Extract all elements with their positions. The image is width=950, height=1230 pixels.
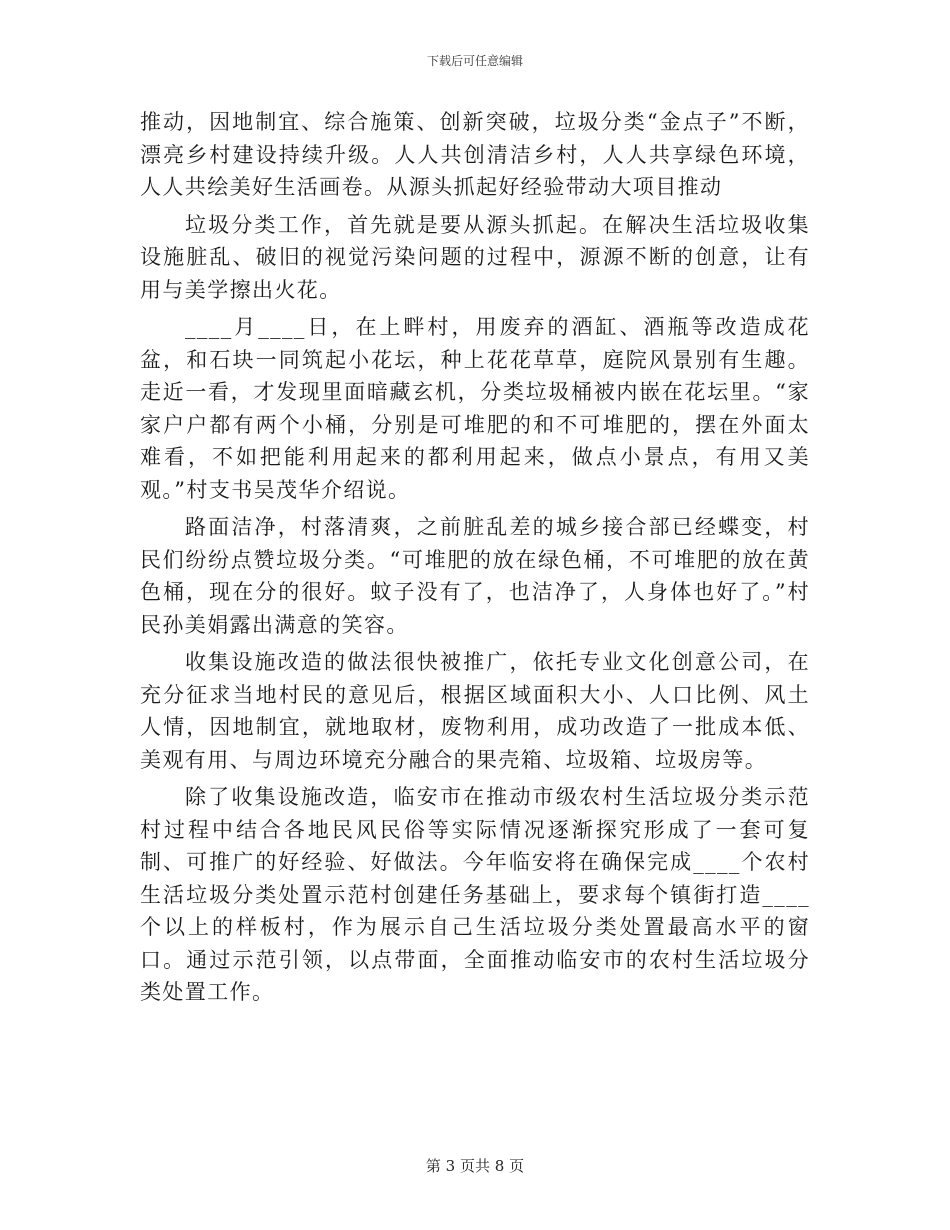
- paragraph-3: ____月____日，在上畔村，用废弃的酒缸、酒瓶等改造成花盆，和石块一同筑起小花坛，种上花花草草，庭院风景别有生趣。走近一看，才发现里面暗藏玄机，分类垃圾桶被内嵌在花坛里。“家家户户都有两个小桶，分别是可堆肥的和不可堆肥的，摆在外面太难看，不如把能利用起来的都利用起来，做点小景点，有用又美观。”村支书吴茂华介绍说。: [140, 315, 810, 502]
- paragraph-2: 垃圾分类工作，首先就是要从源头抓起。在解决生活垃圾收集设施脏乱、破旧的视觉污染问题的过程中，源源不断的创意，让有用与美学擦出火花。: [140, 212, 810, 302]
- paragraph-1: 推动，因地制宜、综合施策、创新突破，垃圾分类“金点子”不断，漂亮乡村建设持续升级。人人共创清洁乡村，人人共享绿色环境，人人共绘美好生活画卷。从源头抓起好经验带动大项目推动: [140, 110, 810, 199]
- paragraph-5: 收集设施改造的做法很快被推广，依托专业文化创意公司，在充分征求当地村民的意见后，根据区域面积大小、人口比例、风土人情，因地制宜，就地取材，废物利用，成功改造了一批成本低、美观有用、与周边环境充分融合的果壳箱、垃圾箱、垃圾房等。: [140, 650, 810, 772]
- header-note: 下载后可任意编辑: [426, 54, 523, 68]
- paragraph-6: 除了收集设施改造，临安市在推动市级农村生活垃圾分类示范村过程中结合各地民风民俗等实际情况逐渐探究形成了一套可复制、可推广的好经验、好做法。今年临安将在确保完成____个农村生活垃圾分类处置示范村创建任务基础上，要求每个镇街打造____个以上的样板村，作为展示自己生活垃圾分类处置最高水平的窗口。通过示范引领，以点带面，全面推动临安市的农村生活垃圾分类处置工作。: [140, 785, 810, 1004]
- paragraph-4: 路面洁净，村落清爽，之前脏乱差的城乡接合部已经蝶变，村民们纷纷点赞垃圾分类。“可堆肥的放在绿色桶，不可堆肥的放在黄色桶，现在分的很好。蚊子没有了，也洁净了，人身体也好了。”村民孙美娟露出满意的笑容。: [140, 515, 810, 637]
- page-number: 第 3 页共 8 页: [425, 1157, 525, 1175]
- body-text: [140, 106, 810, 1014]
